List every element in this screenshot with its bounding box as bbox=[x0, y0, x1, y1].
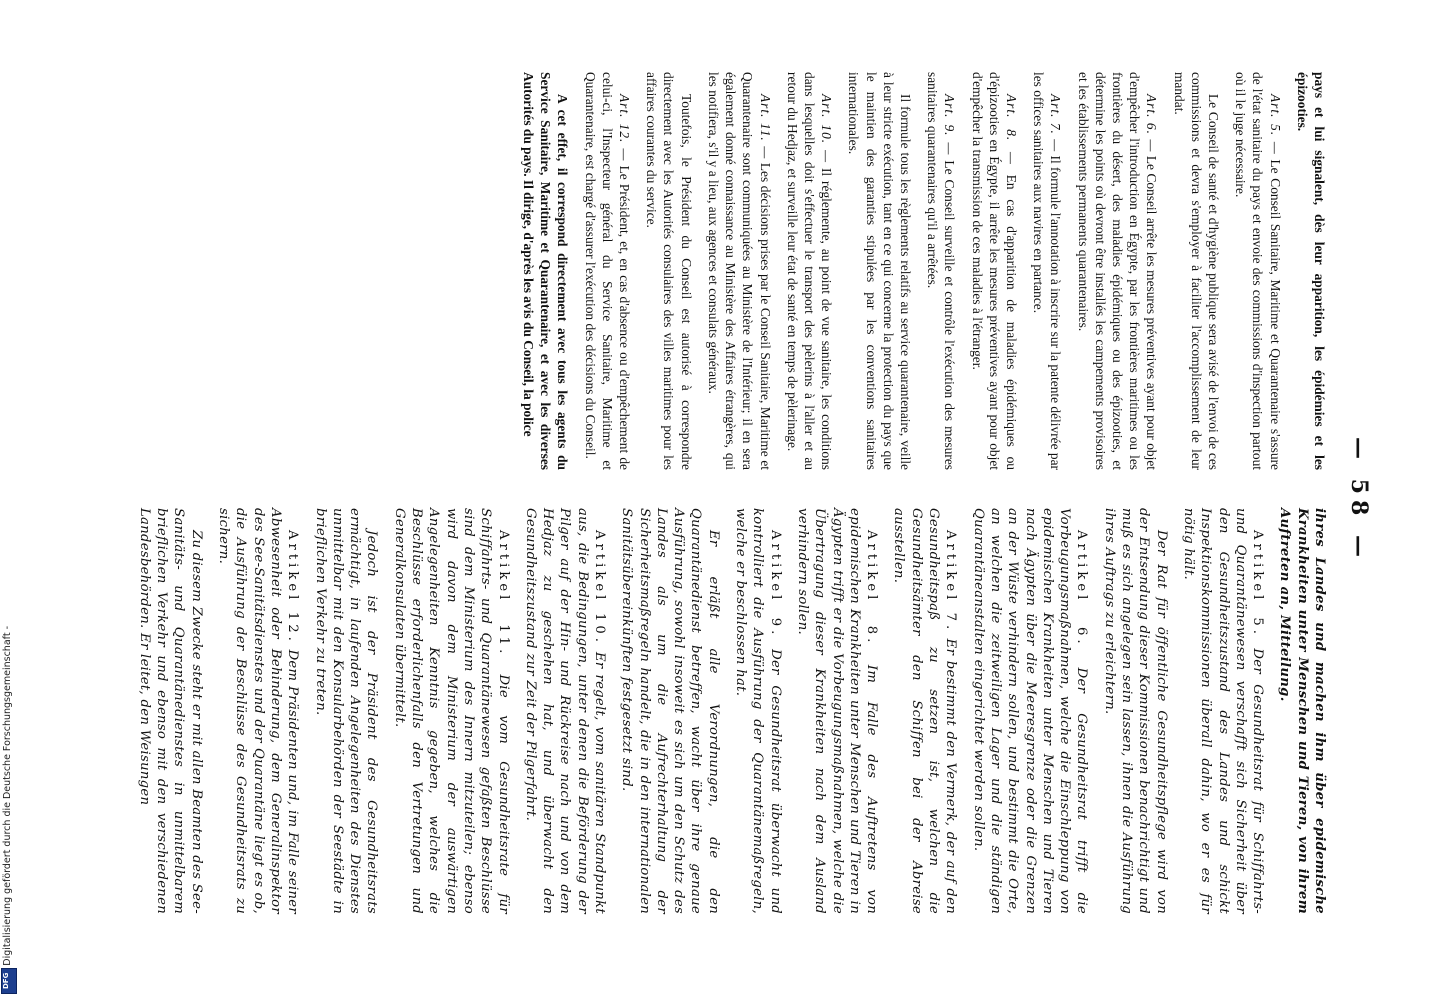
fr-paragraph: Toutefois, le Président du Conseil est autorisé à correspondre directement avec les Autorités consulaires des villes maritimes pour les affaires courantes du service. bbox=[644, 72, 694, 470]
fr-article-label: Art. 7. — bbox=[1048, 94, 1064, 153]
de-article-label: Artikel 6. bbox=[1074, 530, 1090, 648]
fr-article-text: En cas d'apparition de maladies épidémiques ou d'épizooties en Égypte, il arrête les mesures préventives ayant pour objet d'empêcher la transmission de ces maladies à l'étranger. bbox=[969, 72, 1019, 471]
fr-article-text: Le Conseil Sanitaire, Maritime et Quarantenaire s'assure de l'état sanitaire du pays et envoie des commissions d'inspection partout où il le juge nécessaire. bbox=[1233, 72, 1283, 470]
fr-article-label: Art. 5. — bbox=[1267, 94, 1283, 155]
digitization-footer bbox=[0, 0, 16, 1000]
dfg-logo-text: DFG bbox=[2, 972, 10, 990]
fr-paragraph bbox=[1232, 72, 1284, 470]
de-paragraph bbox=[732, 508, 784, 914]
de-article-label: Artikel 11. bbox=[495, 530, 511, 658]
de-paragraph: Zu diesem Zwecke steht er mit allen Beamten des See-Sanitäts- und Quarantänedienstes in unmittelbarem brieflichen Verkehr und ebenso mit den verschiedenen Landesbehörden. Er leitet, den Weisungen bbox=[136, 508, 204, 914]
fr-article-text: Le Conseil arrête les mesures préventives ayant pour objet d'empêcher l'introduction en Égypte, par les frontières maritimes ou les frontières du désert, des maladies épidémiques ou des épizooties, et détermine les points où devront être installés les campements provisoires et les établissements permanents quarantenaires. bbox=[1075, 72, 1160, 470]
de-paragraph: Er erläßt alle Verordnungen, die den Quarantänedienst betreffen, wacht über ihre genaue Ausführung, sowohl insoweit es sich um den Schutz des Landes als um die Aufrechterhaltung der Sicherheitsmaßregeln handelt, die in den internationalen Sanitätsübereinkünften festgesetzt sind. bbox=[619, 508, 721, 914]
fr-paragraph: pays et lui signalent, dès leur apparition, les épidémies et les épizooties. bbox=[1294, 72, 1327, 470]
de-article-text: Er bestimmt den Vermerk, der auf den Gesundheitspaß zu setzen ist, welchen die Gesundheitsämter den Schiffen bei der Abreise ausstellen. bbox=[891, 508, 959, 914]
fr-article-text: Il réglemente, au point de vue sanitaire, les conditions dans lesquelles doit s'effectuer le transport des pèlerins à l'aller et au retour du Hedjaz, et surveille leur état de santé en temps de pèlerinage. bbox=[784, 72, 835, 470]
de-paragraph bbox=[522, 508, 608, 914]
fr-paragraph bbox=[924, 72, 958, 470]
de-article-label: Artikel 12. bbox=[285, 530, 301, 645]
fr-article-label: Art. 11. — bbox=[757, 94, 773, 160]
fr-article-text: Les décisions prises par le Conseil Sanitaire, Maritime et Quarantenaire sont communiquées au Ministère de l'Intérieur; il en sera également donné connaissance au Ministère des Affaires étrangères, qui les notifiera, s'il y a lieu, aux agences et consulats généraux. bbox=[705, 72, 773, 470]
de-paragraph: ihres Landes und machen ihm über epidemische Krankheiten unter Menschen und Tieren, von ihrem Auftreten an, Mitteilung. bbox=[1277, 508, 1327, 914]
de-article-text: Die vom Gesundheitsrate für Schiffahrts- und Quarantänewesen gefaßten Beschlüsse sind dem Ministerium des Innern mitzuteilen; ebenso wird davon dem Ministerium der auswärtigen Angelegenheiten Kenntnis gegeben, welches die Beschlüsse erforderlichenfalls den Vertretungen und Generalkonsulaten übermittelt. bbox=[391, 508, 511, 915]
fr-article-label: Art. 10. — bbox=[819, 94, 835, 163]
fr-article-label: Art. 6. — bbox=[1144, 94, 1160, 153]
fr-article-text: Il formule l'annotation à inscrire sur la patente délivrée par les offices sanitaires aux navires en partance. bbox=[1031, 72, 1064, 470]
de-paragraph: Der Rat für öffentliche Gesundheitspflege wird von der Entsendung dieser Kommissionen benachrichtigt und muß es sich angelegen sein lassen, ihnen die Ausführung ihres Auftrags zu erleichtern. bbox=[1101, 508, 1169, 914]
fr-article-label: Art. 9. — bbox=[942, 94, 958, 156]
fr-article-text: Le Président, et, en cas d'absence ou d'empêchement de celui-ci, l'Inspecteur général du Service Sanitaire, Maritime et Quarantenaire, est chargé d'assurer l'exécution des décisions du Conseil. bbox=[582, 72, 633, 470]
fr-paragraph bbox=[968, 72, 1020, 470]
de-paragraph bbox=[215, 508, 301, 914]
de-paragraph bbox=[969, 508, 1090, 914]
de-paragraph bbox=[794, 508, 880, 914]
fr-paragraph: A cet effet, il correspond directement avec tous les agents du Service Sanitaire, Maritime et Quarantenaire, et avec les diverses Autorités du pays. Il dirige, d'après les avis du Conseil, la police bbox=[521, 72, 571, 470]
fr-article-label: Art. 12. — bbox=[617, 94, 633, 162]
de-article-label: Artikel 5. bbox=[1250, 530, 1266, 638]
fr-article-text: Le Conseil surveille et contrôle l'exécution des mesures sanitaires quarantenaires qu'il a arrêtées. bbox=[925, 72, 958, 470]
fr-paragraph bbox=[705, 72, 774, 470]
dfg-logo bbox=[1, 968, 17, 994]
de-paragraph bbox=[1180, 508, 1266, 914]
de-article-text: Dem Präsidenten und, im Falle seiner Abwesenheit oder Behinderung, dem Generalinspektor des See-Sanitätsdienstes und der Quarantäne liegt es ob, die Ausführung der Beschlüsse des Gesundheitsrats zu sichern. bbox=[216, 508, 301, 914]
fr-paragraph bbox=[784, 72, 836, 470]
de-article-label: Artikel 8. bbox=[864, 530, 880, 647]
de-paragraph bbox=[390, 508, 511, 914]
de-article-text: Der Gesundheitsrat trifft die Vorbeugungsmaßnahmen, welche die Einschleppung von epidemischen Krankheiten unter Menschen und Tieren nach Ägypten über die Meeresgrenze oder die Grenzen an der Wüste verhindern sollen, und bestimmt die Orte, an welchen die zeitweiligen Lager und die ständigen Quarantäneanstalten eingerichtet werden sollen. bbox=[970, 508, 1090, 915]
fr-paragraph bbox=[1030, 72, 1064, 470]
de-paragraph: Jedoch ist der Präsident des Gesundheitsrats ermächtigt, in laufenden Angelegenheiten des Dienstes unmittelbar mit den Konsularbehörden der Seestädte in brieflichen Verkehr zu treten. bbox=[312, 508, 380, 914]
de-article-text: Der Gesundheitsrat überwacht und kontrolliert die Ausführung der Quarantänemaßregeln, welche er beschlossen hat. bbox=[733, 508, 783, 914]
german-column bbox=[126, 508, 1328, 914]
de-article-text: Der Gesundheitsrat für Schiffahrts- und Quarantänewesen verschafft sich Sicherheit über den Gesundheitszustand des Landes und schickt Inspektionskommissionen überall dahin, wo er es für nötig hält. bbox=[1180, 508, 1266, 915]
fr-article-label: Art. 8. — bbox=[1003, 94, 1019, 165]
page-number: — 58 — bbox=[1346, 437, 1372, 563]
de-paragraph bbox=[890, 508, 959, 914]
fr-paragraph: Le Conseil de santé et d'hygiène publique sera avisé de l'envoi de ces commissions et devra s'employer à faciliter l'accomplissement de leur mandat. bbox=[1171, 72, 1221, 470]
french-column bbox=[510, 72, 1328, 470]
footer-credit: Digitalisierung gefördert durch die Deutsche Forschungsgemeinschaft - bbox=[2, 626, 13, 966]
fr-paragraph bbox=[581, 72, 633, 470]
de-article-label: Artikel 7. bbox=[943, 530, 959, 634]
de-article-label: Artikel 10. bbox=[592, 530, 608, 646]
de-article-text: Im Falle des Auftretens von epidemischen Krankheiten unter Menschen und Tieren in Ägypten trifft er die Vorbeugungsmaßnahmen, welche die Übertragung dieser Krankheiten nach dem Ausland verhindern sollen. bbox=[794, 508, 880, 914]
de-article-label: Artikel 9. bbox=[767, 530, 783, 639]
fr-paragraph bbox=[1074, 72, 1160, 470]
fr-paragraph: Il formule tous les règlements relatifs au service quarantenaire, veille à leur stricte exécution, tant en ce qui concerne la protection du pays que le maintien des garanties stipulées par les conventions sanitaires internationales. bbox=[846, 72, 913, 470]
de-article-text: Er regelt, vom sanitären Standpunkt aus, die Bedingungen, unter denen die Beförderung der Pilger auf der Hin- und Rückreise nach und von dem Hedjaz zu geschehen hat, und überwacht den Gesundheitszustand zur Zeit der Pilgerfahrt. bbox=[522, 508, 608, 914]
